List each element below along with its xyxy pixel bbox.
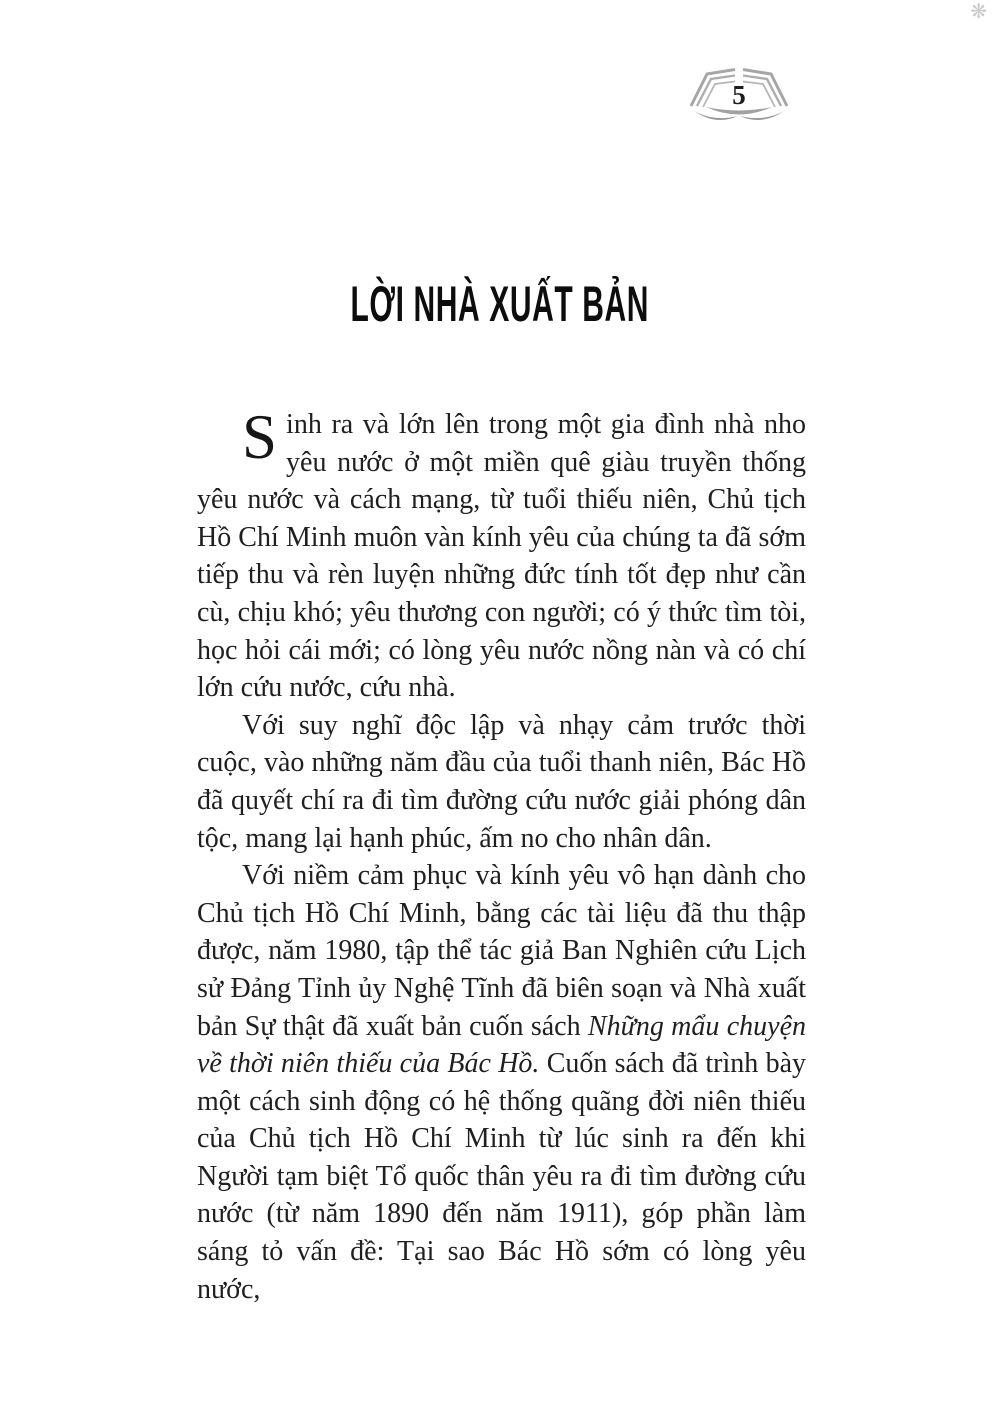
page-title (0, 277, 1000, 331)
paragraph-3 (197, 857, 806, 1308)
paragraph-2-text: Với suy nghĩ độc lập và nhạy cảm trước thời cuộc, vào những năm đầu của tuổi thanh niên, Bác Hồ đã quyết chí ra đi tìm đường cứu nước giải phóng dân tộc, mang lại hạnh phúc, ấm no cho nhân dân. (197, 709, 806, 854)
paragraph-3-text-before-title: Với niềm cảm phục và kính yêu vô hạn dành cho Chủ tịch Hồ Chí Minh, bằng các tài liệu đã thu thập được, năm 1980, tập thể tác giả Ban Nghiên cứu Lịch sử Đảng Tỉnh ủy Nghệ Tĩnh đã biên soạn và Nhà xuất bản Sự thật đã xuất bản cuốn sách (197, 860, 806, 1042)
paragraph-1 (197, 402, 806, 707)
page-number: 5 (732, 80, 746, 110)
body-text (197, 402, 807, 1308)
referenced-book-title: Những mẩu chuyện về thời niên thiếu của Bác Hồ. (197, 1010, 807, 1080)
paragraph-2 (197, 707, 806, 857)
paragraph-1-text: inh ra và lớn lên trong một gia đình nhà nho yêu nước ở một miền quê giàu truyền thống yêu nước và cách mạng, từ tuổi thiếu niên, Chủ tịch Hồ Chí Minh muôn vàn kính yêu của chúng ta đã sớm tiếp thu và rèn luyện những đức tính tốt đẹp như cần cù, chịu khó; yêu thương con người; có ý thức tìm tòi, học hỏi cái mới; có lòng yêu nước nồng nàn và có chí lớn cứu nước, cứu nhà. (197, 409, 806, 704)
drop-cap: S (242, 402, 278, 472)
open-book-ornament (686, 66, 792, 128)
page-title-text: LỜI NHÀ XUẤT BẢN (350, 276, 650, 332)
paragraph-3-text-after-title: Cuốn sách đã trình bày một cách sinh động có hệ thống quãng đời niên thiếu của Chủ tịch Hồ Chí Minh từ lúc sinh ra đến khi Người tạm biệt Tổ quốc thân yêu ra đi tìm đường cứu nước (từ năm 1890 đến năm 1911), góp phần làm sáng tỏ vấn đề: Tại sao Bác Hồ sớm có lòng yêu nước, (197, 1048, 806, 1305)
flower-ornament-icon: ❋ (970, 0, 987, 23)
